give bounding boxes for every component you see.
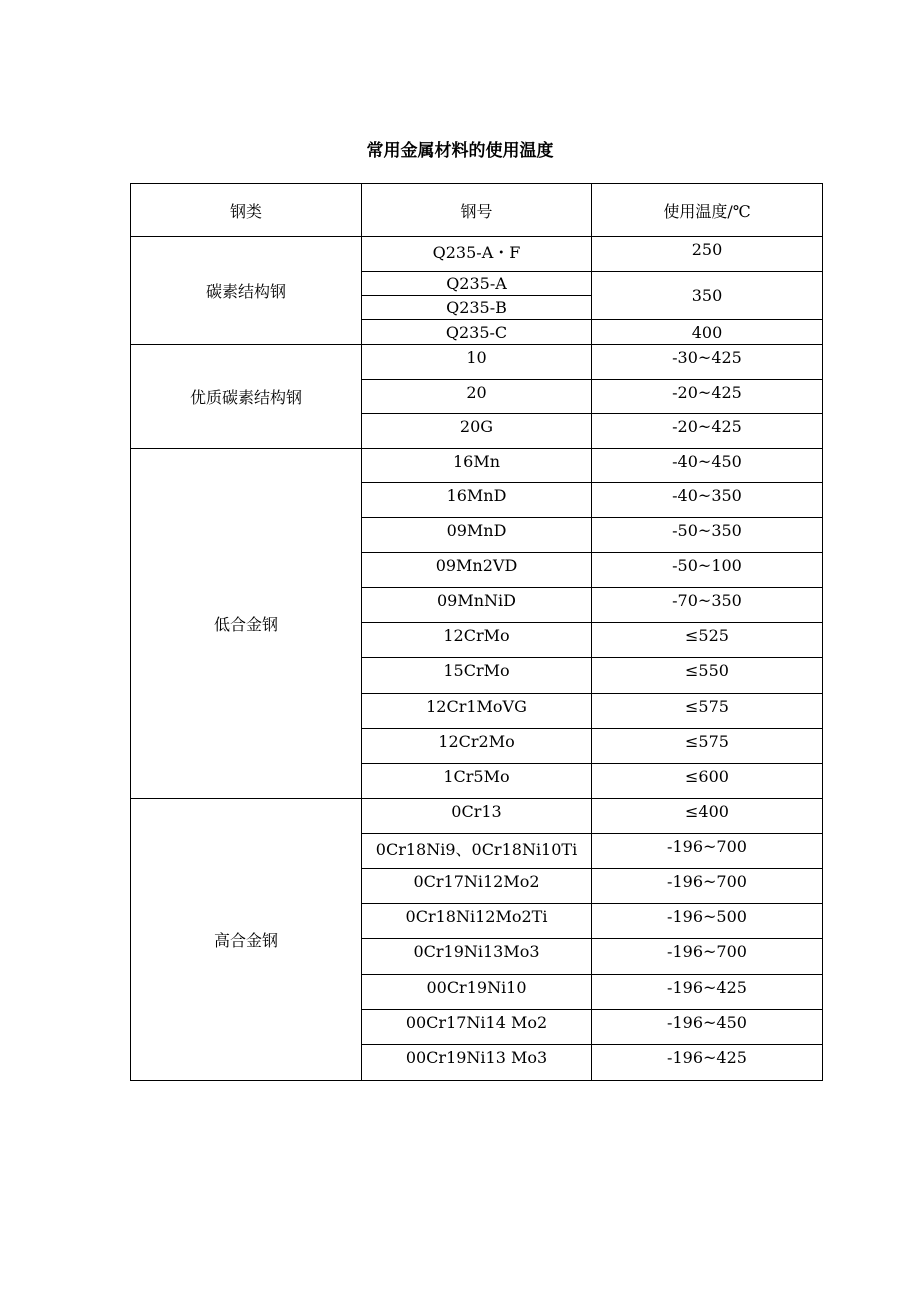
grade-cell: Q235-A・F xyxy=(362,237,592,272)
category-cell: 高合金钢 xyxy=(131,799,362,1081)
temp-cell: -196~700 xyxy=(592,939,823,975)
header-grade: 钢号 xyxy=(362,184,592,237)
temp-cell: -196~500 xyxy=(592,904,823,939)
temp-cell: ≤400 xyxy=(592,799,823,834)
grade-cell: 20G xyxy=(362,414,592,449)
grade-cell: 12Cr1MoVG xyxy=(362,694,592,729)
grade-cell: 12Cr2Mo xyxy=(362,729,592,764)
table-row xyxy=(131,449,823,483)
table-header-row xyxy=(131,184,823,237)
header-category: 钢类 xyxy=(131,184,362,237)
grade-cell: 0Cr18Ni12Mo2Ti xyxy=(362,904,592,939)
temp-cell: 400 xyxy=(592,320,823,345)
page-title: 常用金属材料的使用温度 xyxy=(366,141,554,161)
temp-cell: 350 xyxy=(592,272,823,320)
temp-cell: -196~700 xyxy=(592,834,823,869)
grade-cell: 1Cr5Mo xyxy=(362,764,592,799)
temp-cell: -196~425 xyxy=(592,975,823,1010)
category-cell: 低合金钢 xyxy=(131,449,362,799)
grade-cell: Q235-B xyxy=(362,296,592,320)
temp-cell: -70~350 xyxy=(592,588,823,623)
header-temperature: 使用温度/℃ xyxy=(592,184,823,237)
grade-cell: 00Cr19Ni10 xyxy=(362,975,592,1010)
temp-cell: -196~450 xyxy=(592,1010,823,1045)
grade-cell: 20 xyxy=(362,380,592,414)
grade-cell: 16Mn xyxy=(362,449,592,483)
temp-cell: -50~350 xyxy=(592,518,823,553)
temp-cell: ≤550 xyxy=(592,658,823,694)
grade-cell: 09MnNiD xyxy=(362,588,592,623)
material-temperature-table xyxy=(130,183,823,1081)
temp-cell: ≤525 xyxy=(592,623,823,658)
grade-cell: Q235-A xyxy=(362,272,592,296)
grade-cell: 10 xyxy=(362,345,592,380)
category-cell: 优质碳素结构钢 xyxy=(131,345,362,449)
category-cell: 碳素结构钢 xyxy=(131,237,362,345)
grade-cell: 0Cr13 xyxy=(362,799,592,834)
grade-cell: 0Cr19Ni13Mo3 xyxy=(362,939,592,975)
temp-cell: -196~700 xyxy=(592,869,823,904)
table-row xyxy=(131,799,823,834)
temp-cell: -40~450 xyxy=(592,449,823,483)
temp-cell: ≤575 xyxy=(592,694,823,729)
temp-cell: -30~425 xyxy=(592,345,823,380)
grade-cell: 09Mn2VD xyxy=(362,553,592,588)
grade-cell: 0Cr18Ni9、0Cr18Ni10Ti xyxy=(362,834,592,869)
table-row xyxy=(131,237,823,272)
temp-cell: -196~425 xyxy=(592,1045,823,1081)
grade-cell: 00Cr19Ni13 Mo3 xyxy=(362,1045,592,1081)
grade-cell: 00Cr17Ni14 Mo2 xyxy=(362,1010,592,1045)
grade-cell: Q235-C xyxy=(362,320,592,345)
temp-cell: -40~350 xyxy=(592,483,823,518)
table-row xyxy=(131,345,823,380)
temp-cell: -20~425 xyxy=(592,380,823,414)
temp-cell: -20~425 xyxy=(592,414,823,449)
grade-cell: 16MnD xyxy=(362,483,592,518)
grade-cell: 0Cr17Ni12Mo2 xyxy=(362,869,592,904)
temp-cell: 250 xyxy=(592,237,823,272)
temp-cell: ≤600 xyxy=(592,764,823,799)
grade-cell: 09MnD xyxy=(362,518,592,553)
grade-cell: 12CrMo xyxy=(362,623,592,658)
grade-cell: 15CrMo xyxy=(362,658,592,694)
temp-cell: -50~100 xyxy=(592,553,823,588)
temp-cell: ≤575 xyxy=(592,729,823,764)
